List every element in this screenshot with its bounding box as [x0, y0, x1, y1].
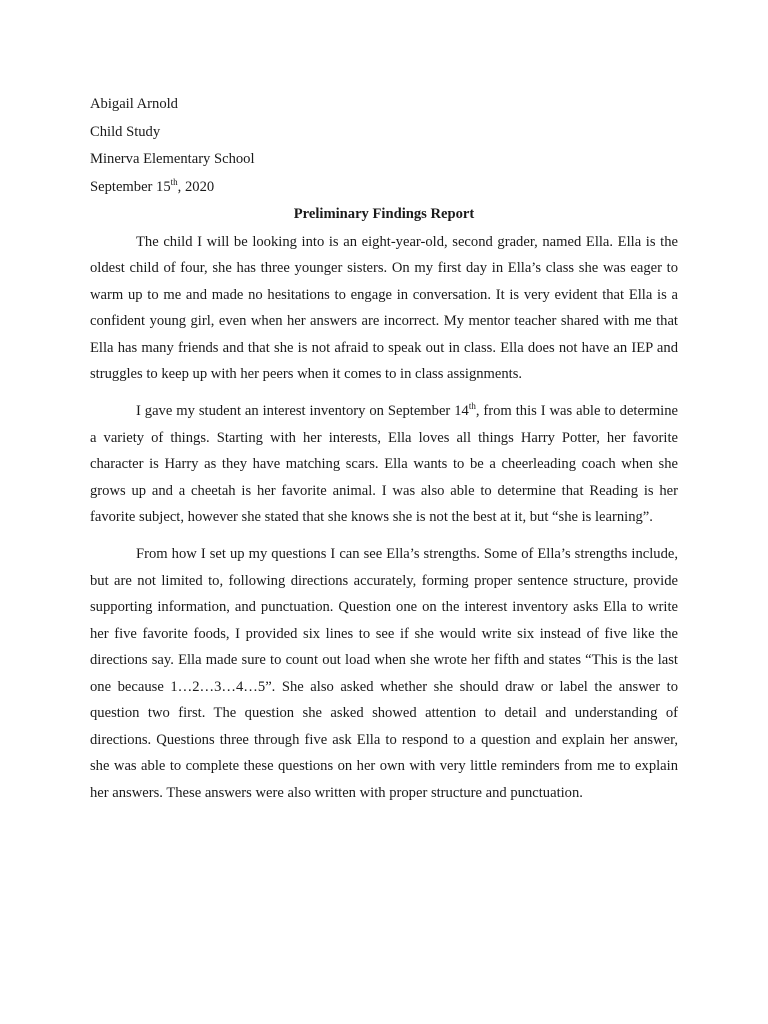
date-ordinal: th — [170, 176, 178, 187]
school-name: Minerva Elementary School — [90, 151, 255, 167]
paragraph-3: From how I set up my questions I can see Ella’s strengths. Some of Ella’s strengths include, but are not limited to, following directions accurately, forming proper sentence structure, provide supporting information, and punctuation. Question one on the interest inventory asks Ella to write her five favorite foods, I provided six lines to see if she would write six instead of five like the directions say. Ella made sure to count out load when she wrote her fifth and states “This is the last one because 1…2…3…4…5”. She also asked whether she should draw or label the answer to question two first. The question she asked showed attention to detail and understanding of directions. Questions three through five ask Ella to respond to a question and explain her answer, she was able to complete these questions on her own with very little reminders from me to explain her answers. These answers were also written with proper structure and punctuation. — [90, 546, 678, 801]
report-date — [90, 174, 678, 202]
date-suffix: , 2020 — [177, 178, 215, 195]
author-name: Abigail Arnold — [90, 96, 178, 112]
document-body — [90, 91, 678, 817]
paragraph-2 — [90, 398, 678, 531]
paragraph-2-start: I gave my student an interest inventory on September 14 — [136, 403, 469, 419]
course-name: Child Study — [90, 123, 161, 140]
date-prefix: September 15 — [90, 178, 171, 195]
paragraph-1: The child I will be looking into is an eight-year-old, second grader, named Ella. Ella is the oldest child of four, she has three younger sisters. On my first day in Ella’s class she was eager to warm up to me and made no hesitations to engage in conversation. It is very evident that Ella is a confident young girl, even when her answers are incorrect. My mentor teacher shared with me that Ella has many friends and that she is not afraid to speak out in class. Ella does not have an IEP and struggles to keep up with her peers when it comes to in class assignments. — [90, 233, 678, 382]
report-title: Preliminary Findings Report — [293, 206, 475, 222]
paragraph-2-ordinal: th — [468, 401, 476, 411]
paragraph-2-rest: , from this I was able to determine a variety of things. Starting with her interests, Ella loves all things Harry Potter, her favorite character is Harry as they have matching scars. Ella wants to be a cheerleading coach when she grows up and a cheetah is her favorite animal. I was also able to determine that Reading is her favorite subject, however she stated that she knows she is not the best at it, but “she is learning”. — [90, 403, 678, 525]
